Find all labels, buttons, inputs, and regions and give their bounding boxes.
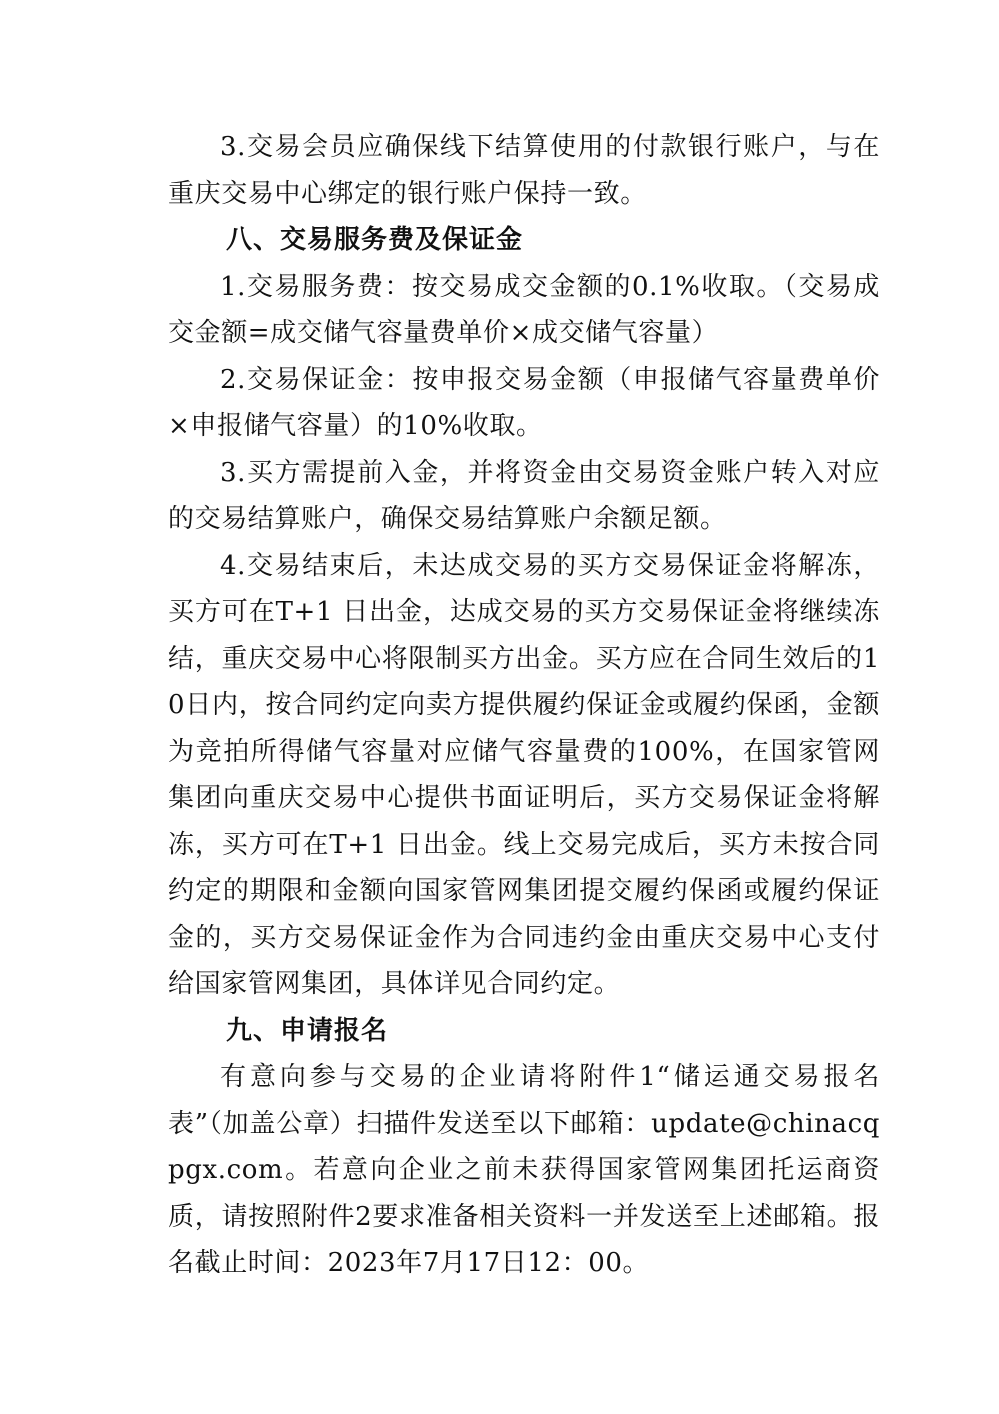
document-body xyxy=(168,124,880,1287)
paragraph-service-fee: 1.交易服务费：按交易成交金额的0.1%收取。（交易成交金额=成交储气容量费单价×成交储气容量） xyxy=(168,271,880,348)
paragraph-registration: 有意向参与交易的企业请将附件1“储运通交易报名表”（加盖公章）扫描件发送至以下邮箱：update@chinacqpgx.com。若意向企业之前未获得国家管网集团托运商资质，请按照附件2要求准备相关资料一并发送至上述邮箱。报名截止时间：2023年7月17日12：00。 xyxy=(168,1062,880,1278)
paragraph-settlement: 4.交易结束后，未达成交易的买方交易保证金将解冻，买方可在T+1 日出金，达成交易的买方交易保证金将继续冻结，重庆交易中心将限制买方出金。买方应在合同生效后的10日内，按合同约定向卖方提供履约保证金或履约保函，金额为竞拍所得储气容量对应储气容量费的100%，在国家管网集团向重庆交易中心提供书面证明后，买方交易保证金将解冻，买方可在T+1 日出金。线上交易完成后，买方未按合同约定的期限和金额向国家管网集团提交履约保函或履约保证金的，买方交易保证金作为合同违约金由重庆交易中心支付给国家管网集团，具体详见合同约定。 xyxy=(168,550,880,999)
paragraph-prefunding: 3.买方需提前入金，并将资金由交易资金账户转入对应的交易结算账户，确保交易结算账户余额足额。 xyxy=(168,457,880,534)
section-heading-registration: 九、申请报名 xyxy=(226,1015,389,1046)
paragraph-deposit: 2.交易保证金：按申报交易金额（申报储气容量费单价×申报储气容量）的10%收取。 xyxy=(168,364,880,441)
section-heading-fees-deposit: 八、交易服务费及保证金 xyxy=(226,225,524,255)
paragraph-bank-account: 3.交易会员应确保线下结算使用的付款银行账户，与在重庆交易中心绑定的银行账户保持一致。 xyxy=(168,132,880,209)
